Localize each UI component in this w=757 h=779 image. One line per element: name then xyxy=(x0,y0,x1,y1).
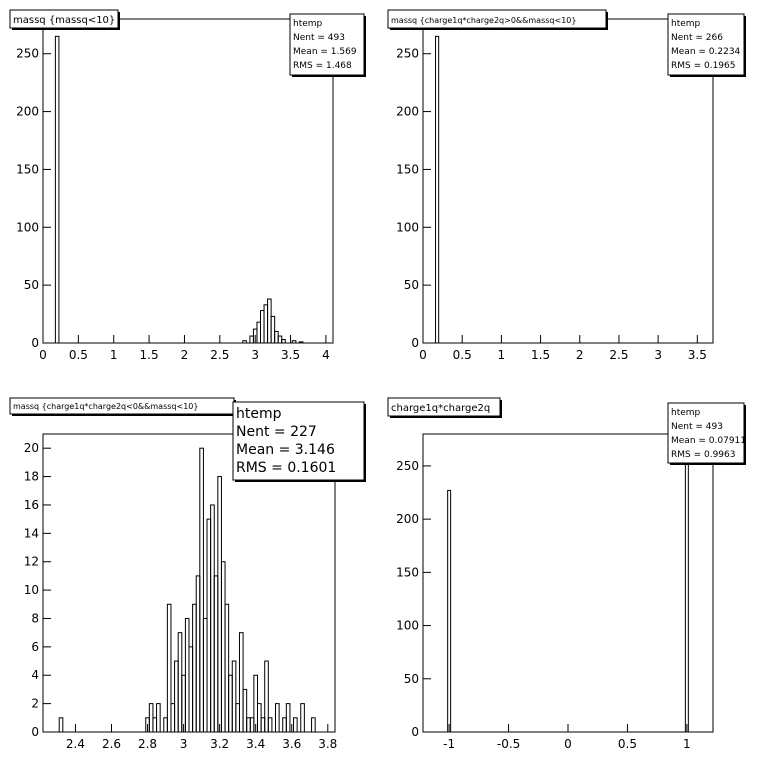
y-tick-label: 200 xyxy=(16,104,39,119)
stats-nent: Nent = 266 xyxy=(671,33,723,43)
histogram-bin xyxy=(232,661,236,732)
stats-name: htemp xyxy=(236,406,282,422)
y-tick-label: 100 xyxy=(396,618,419,633)
histogram-bin xyxy=(157,704,161,732)
histogram-bin xyxy=(178,633,182,732)
x-tick-label: 4 xyxy=(322,348,330,362)
histogram-bin xyxy=(436,36,439,343)
x-tick-label: 1 xyxy=(109,348,118,362)
x-tick-label: 3 xyxy=(654,348,662,362)
histogram-bin xyxy=(221,562,225,732)
y-tick-label: 12 xyxy=(23,554,39,569)
y-tick-label: 150 xyxy=(396,162,419,177)
y-tick-label: 8 xyxy=(31,611,39,626)
y-tick-label: 100 xyxy=(16,220,39,235)
histogram-bin xyxy=(685,449,688,732)
y-tick-label: 14 xyxy=(23,526,39,541)
stats-name: htemp xyxy=(671,408,701,418)
histogram-bin xyxy=(278,336,282,343)
y-tick-label: 0 xyxy=(31,725,39,739)
y-tick-label: 2 xyxy=(31,696,39,711)
histogram-bin xyxy=(247,718,251,732)
x-tick-label: 2.5 xyxy=(210,348,230,362)
histogram-bin xyxy=(193,604,197,732)
stats-mean: Mean = 0.2234 xyxy=(671,47,741,57)
histogram-bin xyxy=(243,689,247,732)
y-tick-label: 250 xyxy=(16,46,39,61)
histogram-bin xyxy=(250,336,254,343)
histogram-bin xyxy=(312,718,316,732)
histogram-bin xyxy=(189,647,193,732)
y-tick-label: 0 xyxy=(411,725,419,739)
y-tick-label: 150 xyxy=(16,162,39,177)
chart-title: massq {charge1q*charge2q>0&&massq<10} xyxy=(391,16,577,25)
x-tick-label: 2 xyxy=(180,348,189,362)
histogram-bin xyxy=(211,505,215,732)
histogram-panel-2 xyxy=(388,10,746,362)
x-tick-label: 3.6 xyxy=(282,737,302,751)
chart-title: massq {massq<10} xyxy=(13,15,116,26)
x-tick-label: 0 xyxy=(39,348,47,362)
x-tick-label: 0.5 xyxy=(452,348,472,362)
y-tick-label: 6 xyxy=(31,639,39,654)
y-tick-label: 250 xyxy=(396,46,419,61)
x-tick-label: 2.5 xyxy=(609,348,629,362)
y-tick-label: 200 xyxy=(396,104,419,119)
chart-title: charge1q*charge2q xyxy=(391,403,491,414)
histogram-bin xyxy=(268,718,272,732)
histogram-bin xyxy=(214,576,218,732)
histogram-bin xyxy=(243,341,247,343)
stats-mean: Mean = 3.146 xyxy=(236,442,335,458)
x-tick-label: 1 xyxy=(683,737,691,751)
histogram-bin xyxy=(265,661,269,732)
histogram-bin xyxy=(294,718,298,732)
histogram-bin xyxy=(257,704,261,732)
histogram-bin xyxy=(250,718,254,732)
x-tick-label: 3 xyxy=(179,737,188,751)
histogram-bin xyxy=(276,704,280,732)
y-tick-label: 20 xyxy=(23,441,39,456)
histogram-bin xyxy=(261,311,265,343)
histogram-bin xyxy=(175,661,179,732)
histogram-bin xyxy=(153,718,157,732)
histogram-bin xyxy=(261,718,265,732)
histogram-bin xyxy=(264,305,268,343)
y-tick-label: 50 xyxy=(23,278,39,293)
histogram-bin xyxy=(275,331,279,343)
y-tick-label: 16 xyxy=(23,497,39,512)
x-tick-label: 0.5 xyxy=(68,348,88,362)
histogram-bin xyxy=(292,341,296,343)
histogram-bin xyxy=(200,448,204,732)
histogram-bin xyxy=(254,675,258,732)
histogram-panel-3 xyxy=(10,398,366,751)
histogram-bin xyxy=(196,576,200,732)
y-tick-label: 200 xyxy=(396,512,419,527)
histogram-bin xyxy=(257,322,261,343)
histogram-panel-4 xyxy=(388,398,746,751)
stats-rms: RMS = 0.9963 xyxy=(671,450,736,460)
plot-frame xyxy=(423,434,713,732)
y-tick-label: 150 xyxy=(396,565,419,580)
stats-mean: Mean = 1.569 xyxy=(293,47,357,57)
y-tick-label: 250 xyxy=(396,458,419,473)
x-tick-label: 2.8 xyxy=(137,737,158,751)
histogram-bin xyxy=(207,519,211,732)
x-tick-label: -1 xyxy=(443,737,456,751)
histogram-bin xyxy=(171,704,175,732)
stats-name: htemp xyxy=(293,19,323,29)
histogram-bin xyxy=(236,704,240,732)
stats-rms: RMS = 1.468 xyxy=(293,61,352,71)
x-tick-label: 3.8 xyxy=(318,737,338,751)
histogram-bin xyxy=(167,604,171,732)
x-tick-label: 0.5 xyxy=(617,737,637,751)
y-tick-label: 100 xyxy=(396,220,419,235)
x-tick-label: -0.5 xyxy=(496,737,521,751)
x-tick-label: 3.5 xyxy=(687,348,707,362)
histogram-bin xyxy=(301,704,305,732)
x-tick-label: 0 xyxy=(564,737,572,751)
histogram-bin xyxy=(283,718,287,732)
y-tick-label: 18 xyxy=(23,469,39,484)
histogram-bin xyxy=(286,704,290,732)
x-tick-label: 2 xyxy=(575,348,584,362)
x-tick-label: 2.4 xyxy=(65,737,85,751)
y-tick-label: 4 xyxy=(31,668,39,683)
stats-rms: RMS = 0.1965 xyxy=(671,61,736,71)
x-tick-label: 3.5 xyxy=(281,348,301,362)
histogram-bin xyxy=(239,633,243,732)
histogram-bin xyxy=(229,675,233,732)
histogram-bin xyxy=(185,618,189,732)
x-tick-label: 1.5 xyxy=(531,348,551,362)
histogram-bin xyxy=(282,340,286,343)
stats-nent: Nent = 227 xyxy=(236,424,317,440)
histogram-bin xyxy=(448,490,451,732)
x-tick-label: 2.6 xyxy=(101,737,122,751)
stats-nent: Nent = 493 xyxy=(671,422,723,432)
histogram-bin xyxy=(149,704,153,732)
x-tick-label: 3 xyxy=(251,348,260,362)
stats-nent: Nent = 493 xyxy=(293,33,345,43)
histogram-bin xyxy=(182,675,186,732)
y-tick-label: 10 xyxy=(23,583,39,598)
x-tick-label: 3.2 xyxy=(210,737,230,751)
x-tick-label: 0 xyxy=(419,348,427,362)
y-tick-label: 0 xyxy=(31,336,39,350)
stats-rms: RMS = 0.1601 xyxy=(236,460,337,476)
x-tick-label: 3.4 xyxy=(246,737,266,751)
histogram-bin xyxy=(203,618,207,732)
histogram-bin xyxy=(299,342,303,343)
histogram-bin xyxy=(268,299,272,343)
chart-title: massq {charge1q*charge2q<0&&massq<10} xyxy=(13,402,199,411)
histogram-bin xyxy=(271,316,275,343)
histogram-bin xyxy=(218,477,222,732)
histogram-bin xyxy=(164,718,168,732)
y-tick-label: 0 xyxy=(411,336,419,350)
stats-name: htemp xyxy=(671,19,701,29)
histogram-bin xyxy=(225,604,229,732)
histogram-bin xyxy=(55,36,59,343)
histogram-panel-1 xyxy=(10,10,366,362)
x-tick-label: 1 xyxy=(497,348,506,362)
stats-mean: Mean = 0.07911 xyxy=(671,436,747,446)
y-tick-label: 50 xyxy=(403,671,419,686)
histogram-bin xyxy=(59,718,63,732)
x-tick-label: 1.5 xyxy=(139,348,159,362)
y-tick-label: 50 xyxy=(403,278,419,293)
